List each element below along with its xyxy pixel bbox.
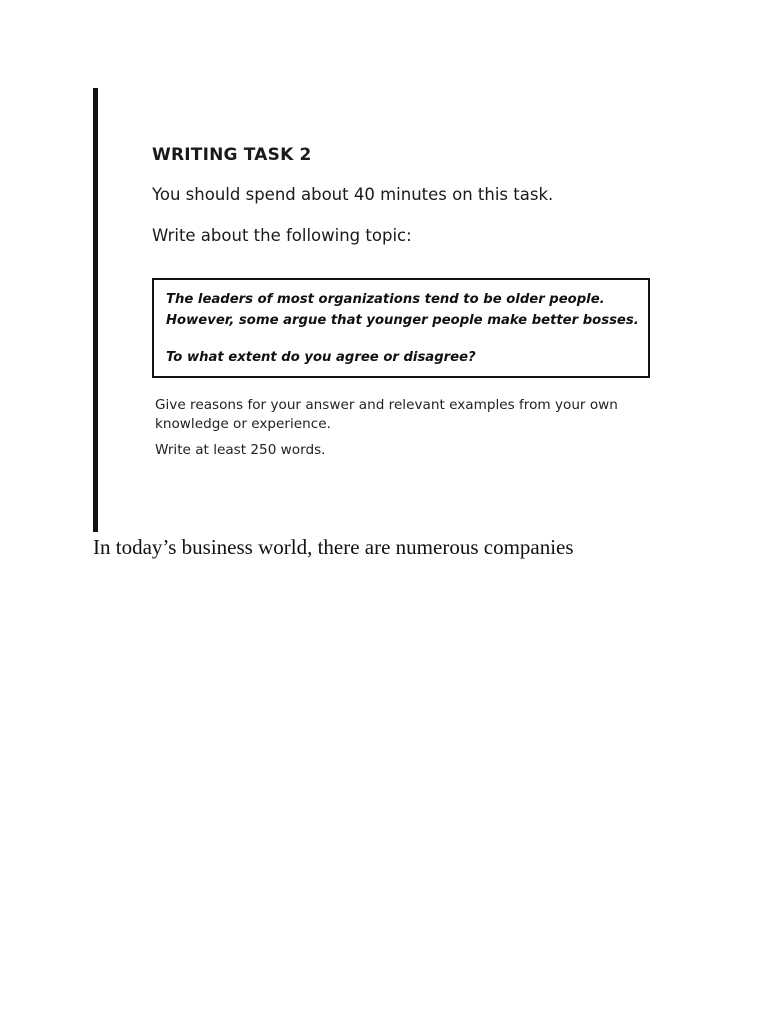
prompt-statement [166, 289, 639, 331]
reasons-line: Give reasons for your answer and relevant examples from your own [155, 397, 618, 413]
reasons-instruction [155, 396, 618, 434]
prompt-statement-line: However, some argue that younger people make better bosses. [166, 313, 639, 328]
reasons-line: knowledge or experience. [155, 416, 331, 432]
time-instruction: You should spend about 40 minutes on this task. [152, 185, 554, 204]
task-prompt-image [100, 90, 660, 530]
quote-bar [93, 88, 98, 532]
essay-first-line: In today’s business world, there are numerous companies [93, 535, 574, 559]
word-count-instruction: Write at least 250 words. [155, 442, 326, 458]
prompt-question: To what extent do you agree or disagree? [166, 350, 476, 365]
topic-instruction: Write about the following topic: [152, 226, 412, 245]
task-heading: WRITING TASK 2 [152, 145, 312, 165]
prompt-box [152, 278, 650, 378]
prompt-statement-line: The leaders of most organizations tend to be older people. [166, 292, 605, 307]
